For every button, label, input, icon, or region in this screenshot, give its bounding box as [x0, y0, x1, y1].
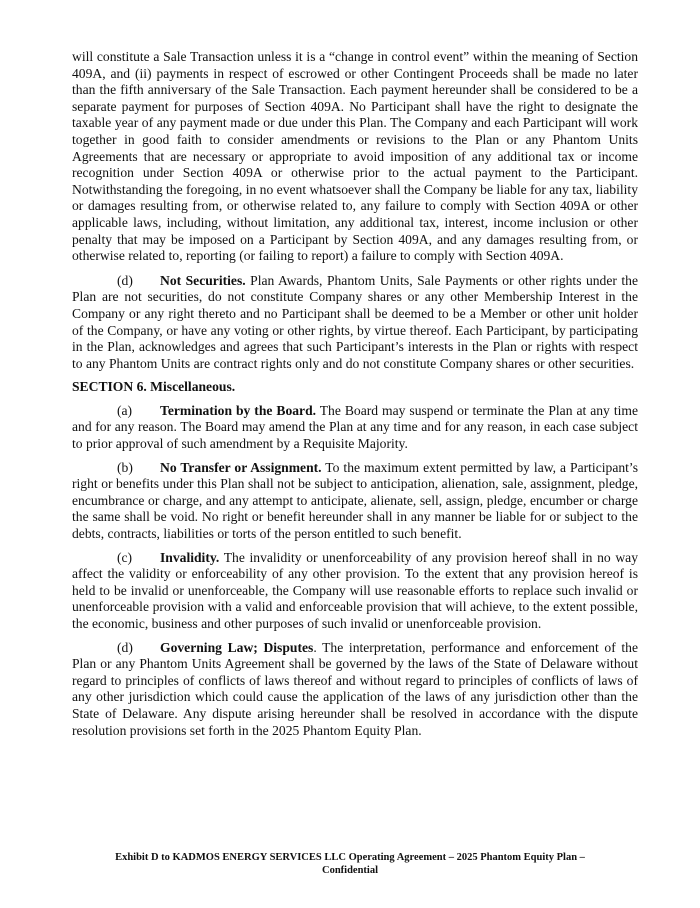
clause-number: (d): [117, 639, 133, 655]
clause-body: Plan Awards, Phantom Units, Sale Payments or other rights under the Plan are not securities, do not constitute Company shares or any other Membership Interest in the Company or any right thereto and no Participant shall be deemed to be a Member or other unit holder of the Company, or have any voting or other rights, by virtue thereof. Each Participant, by participating in the Plan, acknowledges and agrees that such Participant’s interests in the Plan or rights with respect to any Phantom Units are contract rights only and do not constitute Company shares or other securities.: [72, 272, 638, 371]
section-6b-paragraph: [72, 460, 638, 543]
section-6a-paragraph: [72, 403, 638, 453]
clause-body: . The interpretation, performance and enforcement of the Plan or any Phantom Units Agreement shall be governed by the laws of the State of Delaware without regard to principles of conflicts of laws thereof and without regard to principles of conflicts of laws of any other jurisdiction which could cause the application of the laws of any jurisdiction other than the State of Delaware. Any dispute arising hereunder shall be resolved in accordance with the dispute resolution provisions set forth in the 2025 Phantom Equity Plan.: [72, 639, 638, 738]
continuation-paragraph: will constitute a Sale Transaction unless it is a “change in control event” within the meaning of Section 409A, and (ii) payments in respect of escrowed or other Contingent Proceeds shall be made no later than the fifth anniversary of the Sale Transaction. Each payment hereunder shall be considered to be a separate payment for purposes of Section 409A. No Participant shall have the right to designate the taxable year of any payment made or due under this Plan. The Company and each Participant will work together in good faith to consider amendments or revisions to the Plan or any Phantom Units Agreements that are necessary or appropriate to avoid imposition of any additional tax or income recognition under Section 409A or otherwise prior to the actual payment to the Participant. Notwithstanding the foregoing, in no event whatsoever shall the Company be liable for any tax, liability or damages resulting from, or otherwise related to, any failure to comply with Section 409A or other applicable laws, including, without limitation, any additional tax, interest, income inclusion or other penalty that may be imposed on a Participant by Section 409A, and any damages resulting from, or otherwise related to, reporting (or failing to report) a failure to comply with Section 409A.: [72, 49, 638, 264]
footer-line-1: Exhibit D to KADMOS ENERGY SERVICES LLC Operating Agreement – 2025 Phantom Equity Plan –: [115, 852, 585, 863]
section-6-heading: SECTION 6. Miscellaneous.: [72, 379, 236, 395]
page-footer: [80, 851, 620, 877]
clause-number: (b): [117, 459, 133, 475]
clause-body: To the maximum extent permitted by law, a Participant’s right or benefits under this Plan shall not be subject to anticipation, alienation, sale, assignment, pledge, encumbrance or charge, and any attempt to anticipate, alienate, sell, assign, pledge, encumber or charge the same shall be void. No right or benefit hereunder shall in any manner be liable for or subject to the debts, contracts, liabilities or torts of the person entitled to such benefit.: [72, 459, 638, 542]
clause-number: (a): [117, 402, 133, 418]
clause-title: Invalidity.: [160, 549, 220, 565]
clause-number: (d): [117, 272, 133, 288]
clause-title: Not Securities.: [160, 272, 246, 288]
footer-line-2: Confidential: [321, 865, 378, 876]
clause-title: Termination by the Board.: [160, 402, 317, 418]
section-6d-paragraph: [72, 640, 638, 740]
clause-body: The Board may suspend or terminate the Plan at any time and for any reason. The Board may amend the Plan at any time and for any reason, in each case subject to prior approval of such amendment by a Requisite Majority.: [72, 402, 638, 452]
document-page: [72, 49, 638, 746]
clause-title: Governing Law; Disputes: [160, 639, 314, 655]
clause-number: (c): [117, 549, 133, 565]
clause-title: No Transfer or Assignment.: [160, 459, 322, 475]
clause-body: The invalidity or unenforceability of any provision hereof shall in no way affect the validity or enforceability of any other provision. To the extent that any provision hereof is held to be invalid or unenforceable, the Company will use reasonable efforts to replace such invalid or unenforceable provision with a valid and enforceable provision that will achieve, to the extent possible, the economic, business and other purposes of such invalid or unenforceable provision.: [72, 549, 638, 631]
section-6c-paragraph: [72, 550, 638, 633]
section-5d-paragraph: [72, 273, 638, 373]
